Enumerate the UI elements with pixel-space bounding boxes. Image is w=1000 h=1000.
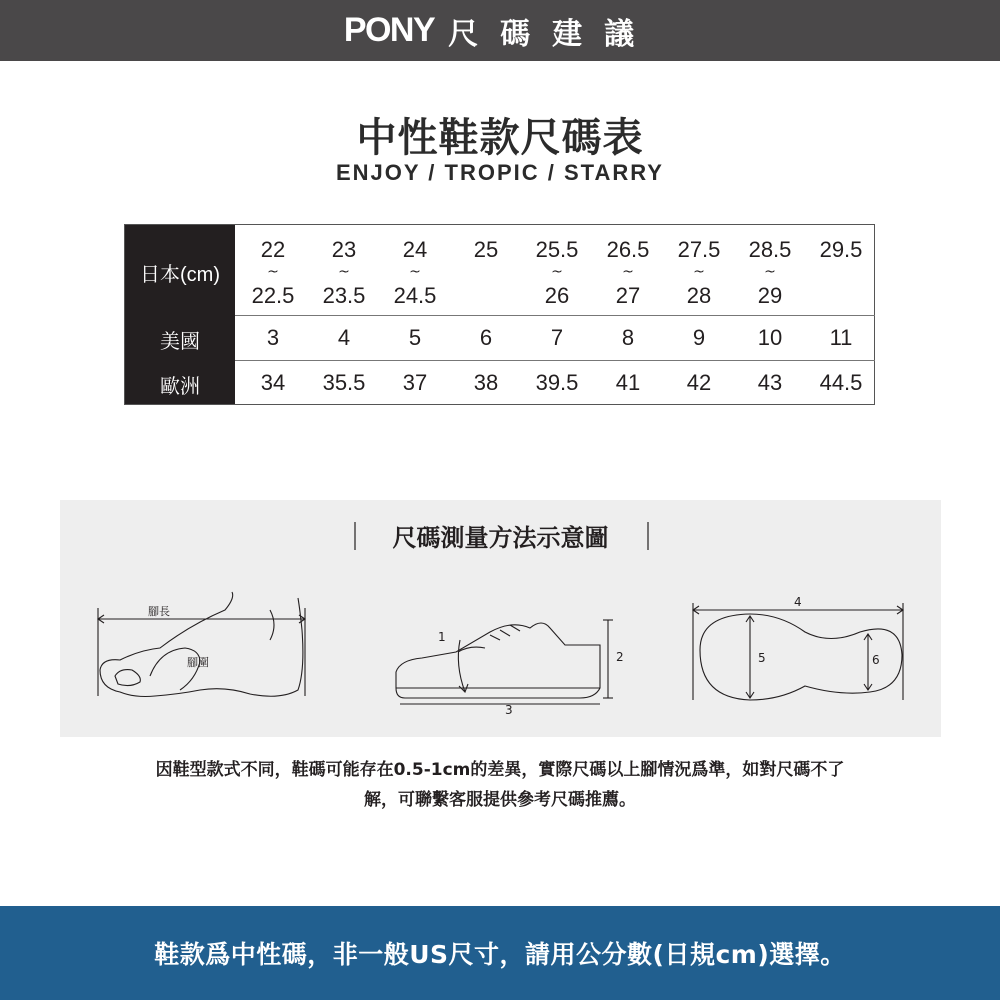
eu-size: 39.5 — [535, 370, 579, 395]
top-banner — [0, 0, 1000, 61]
japan-size-to: 28 — [686, 283, 712, 308]
eu-size: 43 — [757, 370, 783, 395]
eu-size: 34 — [260, 370, 286, 395]
note-line-2: 解，可聯繫客服提供參考尺碼推薦。 — [364, 790, 636, 810]
us-size: 6 — [479, 325, 493, 350]
range-tilde: ~ — [409, 264, 421, 280]
page-subtitle: ENJOY / TROPIC / STARRY — [336, 160, 664, 185]
range-tilde: ~ — [622, 264, 634, 280]
japan-size-to: 24.5 — [393, 283, 437, 308]
japan-size-from: 25 — [473, 237, 499, 262]
us-size: 7 — [550, 325, 564, 350]
sole-top-diagram — [693, 603, 903, 700]
range-tilde: ~ — [551, 264, 563, 280]
note-line-1: 因鞋型款式不同，鞋碼可能存在0.5-1cm的差異，實際尺碼以上腳情況爲準，如對尺碼不了 — [155, 760, 845, 780]
range-tilde: ~ — [267, 264, 279, 280]
bottom-banner — [0, 906, 1000, 1000]
range-tilde: ~ — [338, 264, 350, 280]
size-table — [124, 224, 875, 405]
japan-size-to: 26 — [544, 283, 570, 308]
japan-size-from: 23 — [331, 237, 357, 262]
japan-size-to: 29 — [757, 283, 783, 308]
eu-size: 42 — [686, 370, 712, 395]
japan-size-from: 29.5 — [819, 237, 863, 262]
row-label-us: 美國 — [160, 331, 200, 353]
japan-size-from: 24 — [402, 237, 428, 262]
eu-size: 35.5 — [322, 370, 366, 395]
japan-size-from: 25.5 — [535, 237, 579, 262]
us-size: 9 — [692, 325, 706, 350]
japan-size-to: 22.5 — [251, 283, 295, 308]
eu-size: 41 — [615, 370, 641, 395]
foot-length-label: 腳長 — [148, 605, 170, 618]
us-size: 3 — [266, 325, 280, 350]
us-size: 8 — [621, 325, 635, 350]
measurement-title: 尺碼測量方法示意圖 — [392, 524, 609, 552]
japan-size-from: 27.5 — [677, 237, 721, 262]
us-size: 11 — [829, 325, 853, 350]
us-size: 5 — [408, 325, 422, 350]
page-title: 中性鞋款尺碼表 — [356, 115, 644, 161]
marker-5: 5 — [758, 651, 766, 665]
row-label-japan: 日本(cm) — [140, 264, 220, 286]
us-size: 10 — [757, 325, 783, 350]
eu-size: 44.5 — [819, 370, 863, 395]
japan-size-from: 22 — [260, 237, 286, 262]
range-tilde: ~ — [693, 264, 705, 280]
foot-girth-label: 腳圍 — [187, 656, 209, 669]
marker-4: 4 — [794, 595, 802, 609]
marker-6: 6 — [872, 653, 880, 667]
row-label-eu: 歐洲 — [160, 376, 200, 398]
shoe-diagram — [396, 620, 613, 704]
footer-text: 鞋款爲中性碼，非一般US尺寸，請用公分數(日規cm)選擇。 — [154, 940, 846, 969]
japan-size-to: 27 — [615, 283, 641, 308]
marker-3: 3 — [505, 703, 513, 717]
measurement-panel — [60, 500, 941, 737]
range-tilde: ~ — [764, 264, 776, 280]
eu-size: 38 — [473, 370, 499, 395]
foot-side-diagram — [98, 592, 305, 697]
marker-1: 1 — [438, 630, 446, 644]
table-divider — [235, 360, 875, 361]
banner-title: 尺碼建議 — [448, 16, 657, 52]
marker-2: 2 — [616, 650, 624, 664]
us-size: 4 — [337, 325, 351, 350]
eu-size: 37 — [402, 370, 428, 395]
japan-size-from: 28.5 — [748, 237, 792, 262]
japan-size-to: 23.5 — [322, 283, 366, 308]
size-note — [40, 755, 960, 815]
table-divider — [235, 315, 875, 316]
brand-logo: PONY — [343, 11, 435, 49]
japan-size-from: 26.5 — [606, 237, 650, 262]
